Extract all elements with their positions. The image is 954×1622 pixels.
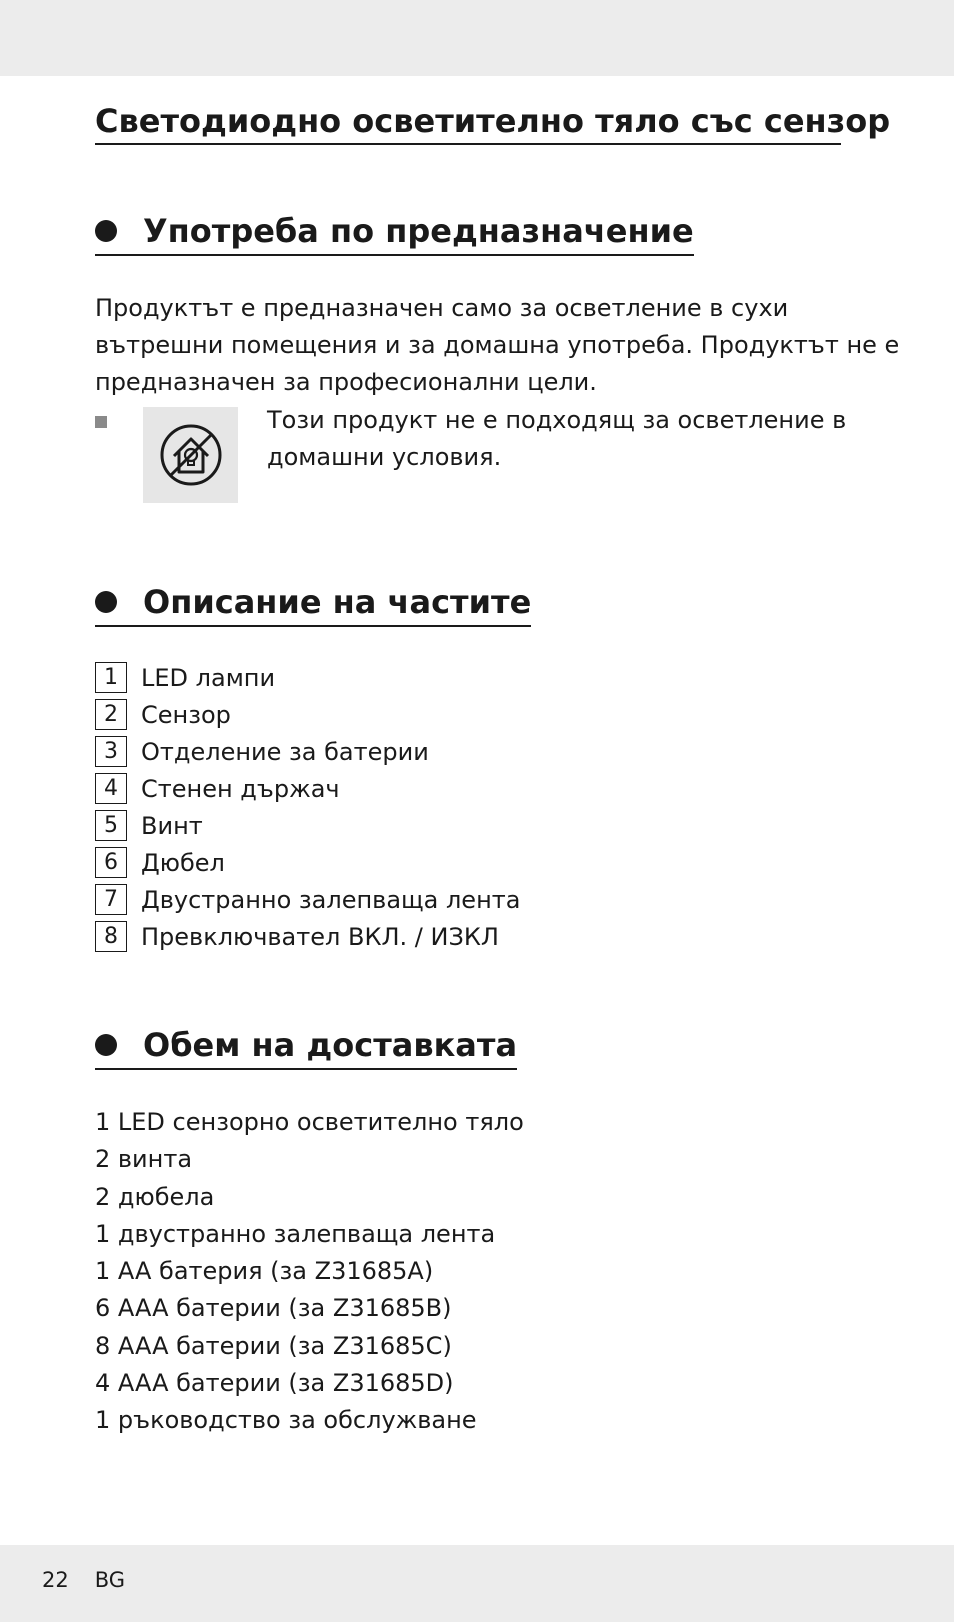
header-band <box>0 0 954 76</box>
document-title: Светодиодно осветително тяло със сензор <box>95 100 841 145</box>
list-item: 1 ръководство за обслужване <box>95 1406 477 1435</box>
part-number: 5 <box>95 810 127 841</box>
list-item <box>95 881 520 918</box>
section-heading-intended-use <box>95 208 694 256</box>
bullet-dot-icon <box>95 220 117 242</box>
parts-list <box>95 659 520 955</box>
part-number: 6 <box>95 847 127 878</box>
list-item: 1 AA батерия (за Z31685A) <box>95 1257 434 1286</box>
part-number: 2 <box>95 699 127 730</box>
list-item <box>95 733 520 770</box>
note-line: домашни условия. <box>267 443 502 471</box>
footer-band <box>0 1545 954 1622</box>
section-title: Обем на доставката <box>143 1026 518 1064</box>
no-household-lamp-icon <box>143 407 238 503</box>
page-number: 22 <box>42 1568 69 1592</box>
part-number: 8 <box>95 921 127 952</box>
part-label: Стенен държач <box>141 774 340 803</box>
list-item <box>95 844 520 881</box>
section-heading-parts <box>95 579 531 627</box>
part-number: 3 <box>95 736 127 767</box>
delivery-list <box>95 1104 524 1440</box>
list-item: 6 AAA батерии (за Z31685B) <box>95 1294 452 1323</box>
paragraph-line: Продуктът е предназначен само за осветление в сухи <box>95 294 789 322</box>
language-code: BG <box>94 1568 126 1592</box>
list-item: 4 AAA батерии (за Z31685D) <box>95 1369 454 1398</box>
part-label: Двустранно залепваща лента <box>141 885 521 914</box>
part-label: Дюбел <box>141 848 225 877</box>
part-label: Винт <box>141 811 203 840</box>
bullet-dot-icon <box>95 1034 117 1056</box>
section-title: Описание на частите <box>143 583 532 621</box>
part-label: Превключвател ВКЛ. / ИЗКЛ <box>141 922 499 951</box>
list-item: 1 двустранно залепваща лента <box>95 1219 496 1248</box>
list-item <box>95 659 520 696</box>
part-label: Отделение за батерии <box>141 737 429 766</box>
list-item <box>95 770 520 807</box>
square-bullet-icon <box>95 416 107 428</box>
page-footer <box>42 1568 125 1592</box>
part-number: 1 <box>95 662 127 693</box>
part-number: 7 <box>95 884 127 915</box>
list-item: 2 винта <box>95 1145 193 1174</box>
note-line: Този продукт не е подходящ за осветление в <box>267 406 847 434</box>
paragraph-line: вътрешни помещения и за домашна употреба. Продуктът не е <box>95 331 900 359</box>
list-item: 2 дюбела <box>95 1182 215 1211</box>
section-heading-delivery <box>95 1022 517 1070</box>
intended-use-paragraph <box>95 290 900 401</box>
list-item <box>95 696 520 733</box>
list-item: 1 LED сензорно осветително тяло <box>95 1108 524 1136</box>
part-label: LED лампи <box>141 663 276 692</box>
list-item <box>95 807 520 844</box>
list-item <box>95 918 520 955</box>
bullet-dot-icon <box>95 591 117 613</box>
warning-note <box>267 402 846 476</box>
part-label: Сензор <box>141 700 231 729</box>
list-item: 8 AAA батерии (за Z31685C) <box>95 1331 452 1360</box>
part-number: 4 <box>95 773 127 804</box>
paragraph-line: предназначен за професионални цели. <box>95 368 597 396</box>
section-title: Употреба по предназначение <box>143 212 694 250</box>
